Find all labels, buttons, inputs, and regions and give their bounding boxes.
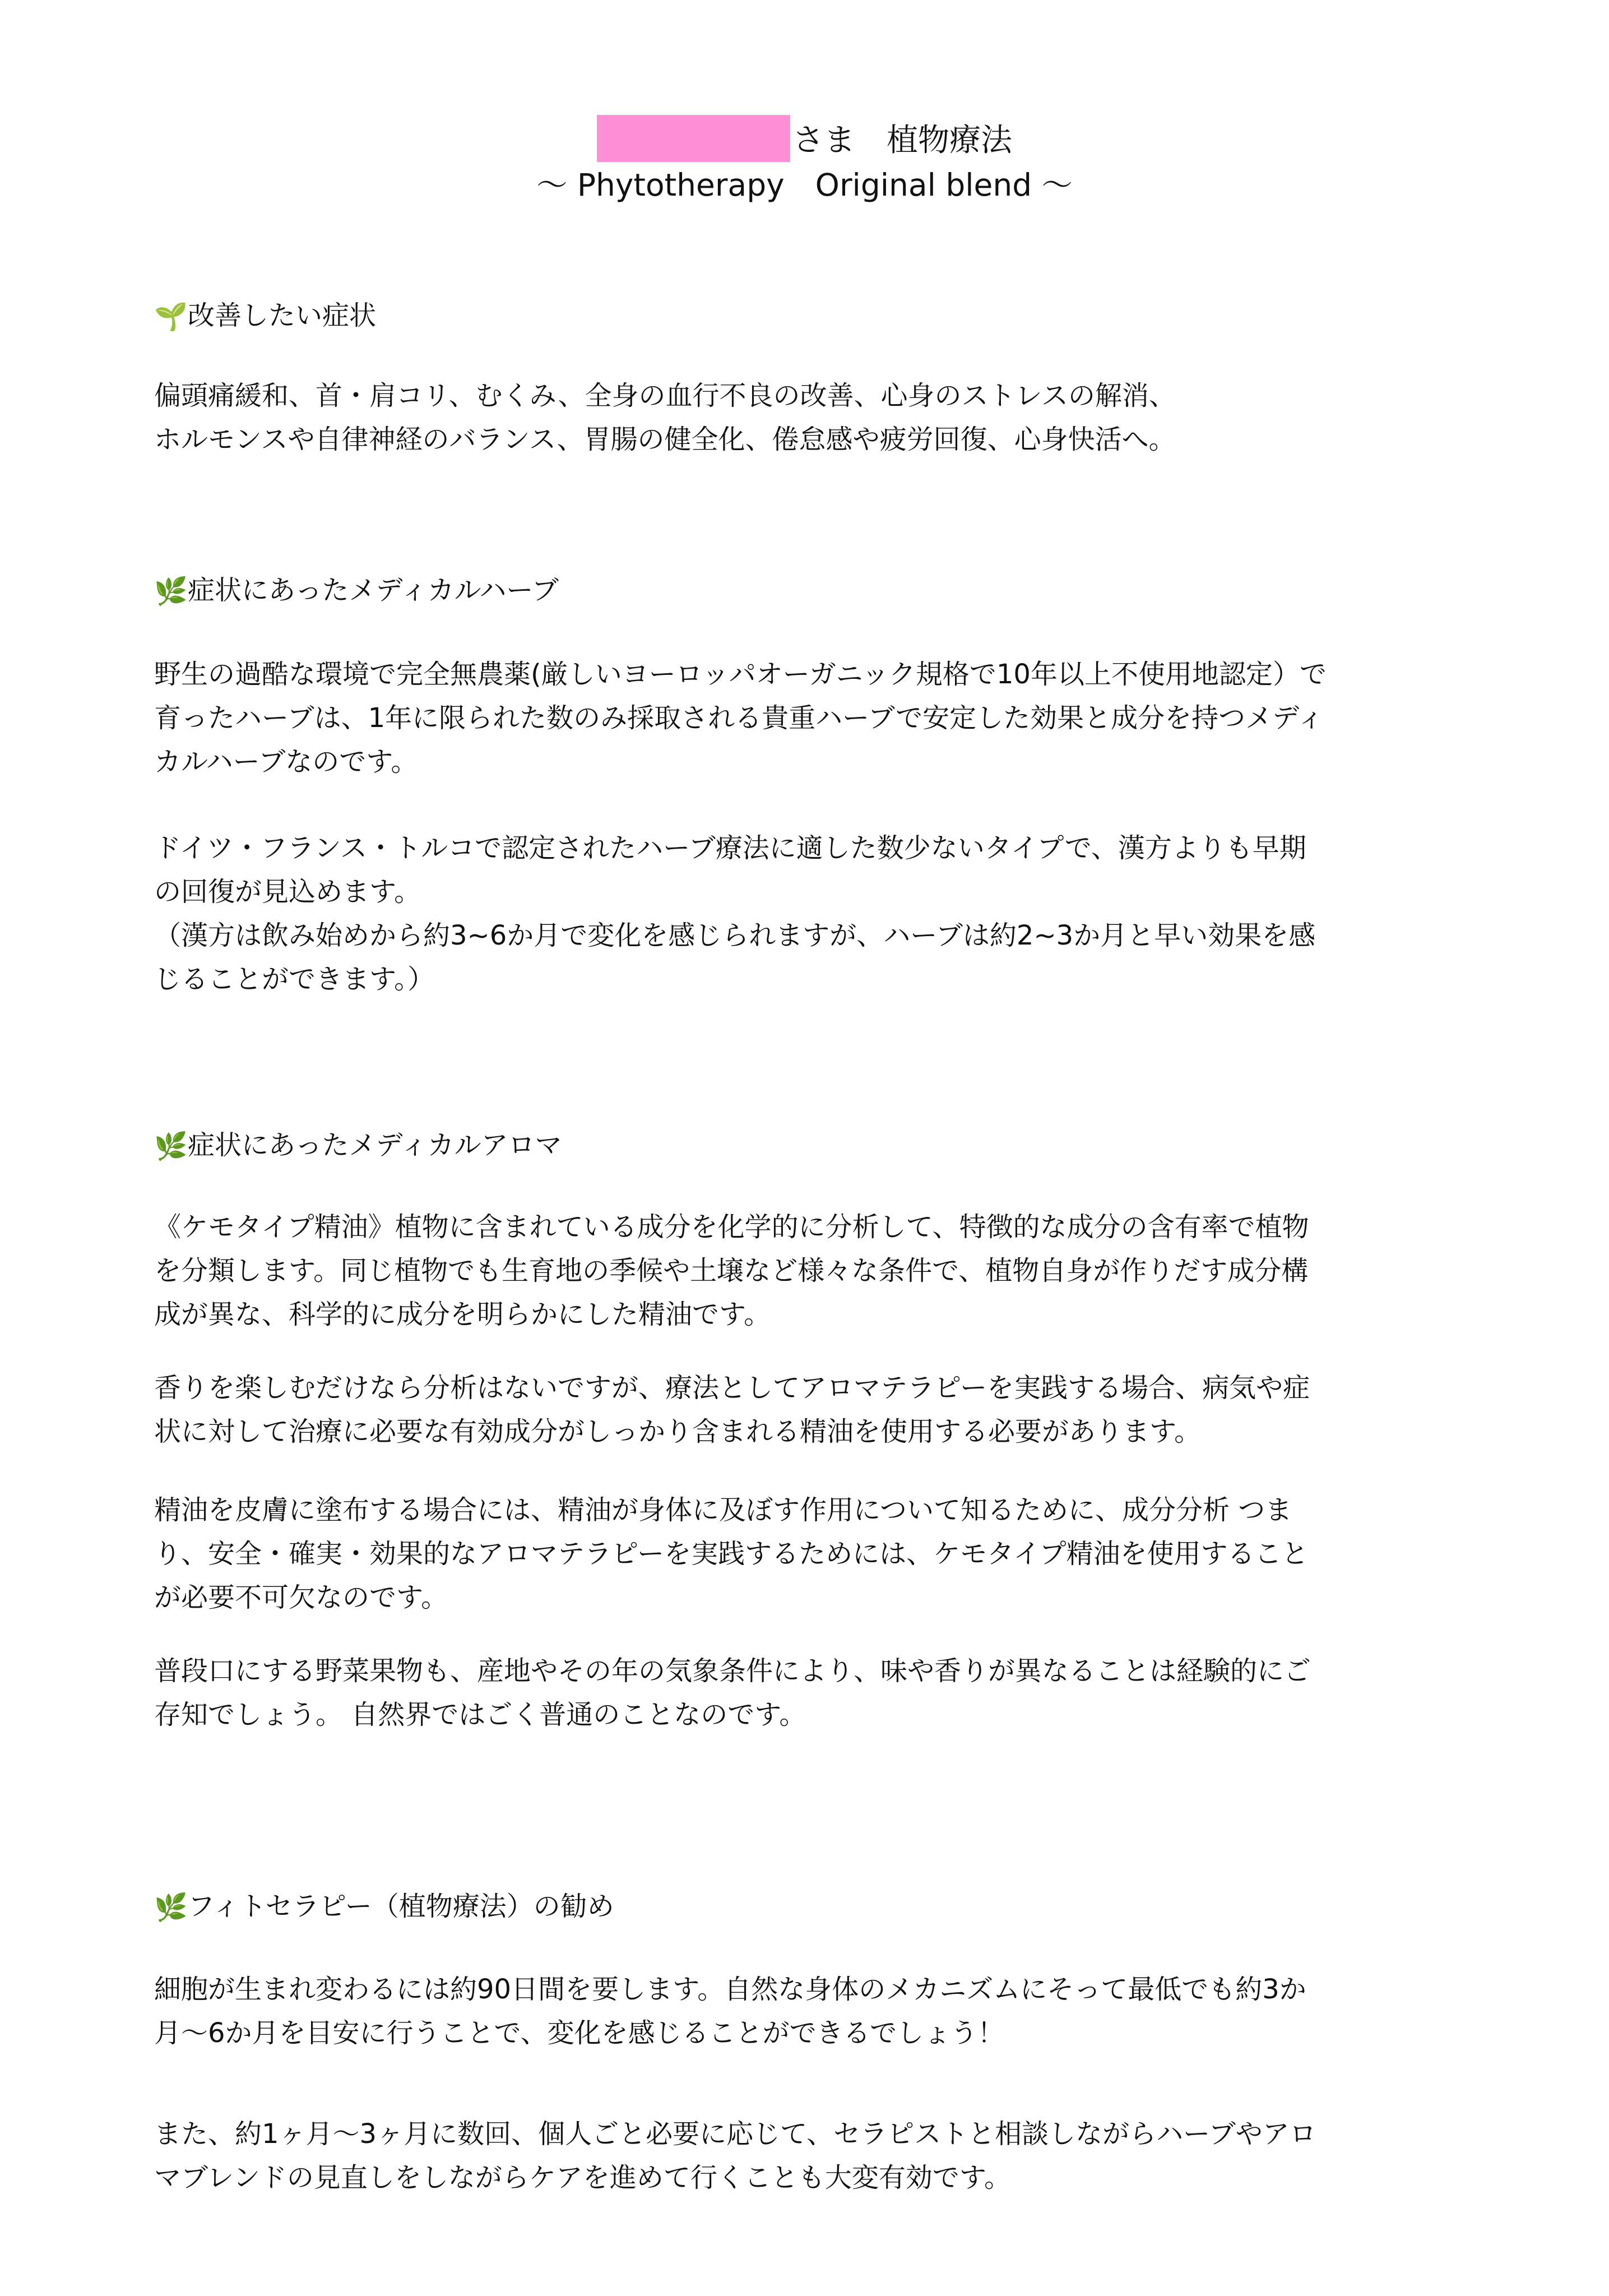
text-line: 月〜6か月を目安に行うことで、変化を感じることができるでしょう！ [154,2017,1005,2049]
paragraph [154,1649,1460,1737]
text-line: また、約1ヶ月〜3ヶ月に数回、個人ごと必要に応じて、セラピストと相談しながらハーブやアロ [154,2118,1316,2150]
paragraph [154,1366,1460,1453]
text-line: が必要不可欠なのです。 [154,1582,448,1613]
text-line: 普段口にする野菜果物も、産地やその年の気象条件により、味や香りが異なることは経験的にご [154,1655,1311,1687]
paragraph [154,2112,1460,2200]
heading-text: 症状にあったメディカルアロマ [188,1130,562,1161]
text-line: 精油を皮膚に塗布する場合には、精油が身体に及ぼす作用について知るために、成分分析 つま [154,1494,1292,1526]
text-line: 存知でしょう。 自然界ではごく普通のことなのです。 [154,1699,806,1730]
section-heading-phytotherapy [154,1887,614,1927]
text-line: の回復が見込めます。 [154,876,421,908]
herb-icon: 🌿 [154,1892,188,1923]
paragraph [154,374,1460,461]
herb-icon: 🌿 [154,1131,188,1162]
document-title [0,115,1609,163]
text-line: 野生の過酷な環境で完全無農薬(厳しいヨーロッパオーガニック規格で10年以上不使用地認定）で [154,659,1327,690]
text-line: ホルモンスや自律神経のバランス、胃腸の健全化、倦怠感や疲労回復、心身快活へ。 [154,424,1176,455]
text-line: 香りを楽しむだけなら分析はないですが、療法としてアロマテラピーを実践する場合、病気や症 [154,1372,1310,1404]
paragraph [154,1488,1460,1619]
text-line: マブレンドの見直しをしながらケアを進めて行くことも大変有効です。 [154,2162,1012,2193]
section-heading-medical-herb [154,571,559,611]
paragraph [154,652,1460,784]
text-line: 細胞が生まれ変わるには約90日間を要します。自然な身体のメカニズムにそって最低でも約3か [154,1974,1306,2005]
seedling-icon: 🌱 [154,301,188,332]
paragraph [154,826,1460,1001]
section-heading-symptoms [154,296,376,336]
text-line: ドイツ・フランス・トルコで認定されたハーブ療法に適した数少ないタイプで、漢方よりも早期 [154,832,1306,864]
text-line: 成が異な、科学的に成分を明らかにした精油です。 [154,1299,771,1330]
name-redaction-block [597,115,790,162]
heading-text: フィトセラピー（植物療法）の勧め [188,1891,614,1922]
text-line: カルハーブなのです。 [154,746,418,777]
text-line: り、安全・確実・効果的なアロマテラピーを実践するためには、ケモタイプ精油を使用すること [154,1538,1309,1570]
paragraph [154,1205,1460,1336]
heading-text: 症状にあったメディカルハーブ [188,575,559,606]
text-line: 育ったハーブは、1年に限られた数のみ採取される貴重ハーブで安定した効果と成分を持つメディ [154,702,1324,734]
text-line: 《ケモタイプ精油》植物に含まれている成分を化学的に分析して、特徴的な成分の含有率で植物 [154,1211,1309,1243]
heading-text: 改善したい症状 [188,300,377,331]
herb-icon: 🌿 [154,576,188,607]
text-line: 状に対して治療に必要な有効成分がしっかり含まれる精油を使用する必要があります。 [154,1416,1202,1447]
text-line: を分類します。同じ植物でも生育地の季候や土壌など様々な条件で、植物自身が作りだす成分構 [154,1255,1309,1286]
paragraph [154,1968,1460,2055]
text-line: じることができます。） [154,964,435,995]
text-line: 偏頭痛緩和、首・肩コリ、むくみ、全身の血行不良の改善、心身のストレスの解消、 [154,380,1176,411]
text-line: （漢方は飲み始めから約3~6か月で変化を感じられますが、ハーブは約2~3か月と早い効果を感 [154,920,1316,951]
document-subtitle: 〜 Phytotherapy Original blend 〜 [536,167,1073,203]
title-suffix: さま 植物療法 [792,122,1012,159]
section-heading-medical-aroma [154,1126,562,1166]
